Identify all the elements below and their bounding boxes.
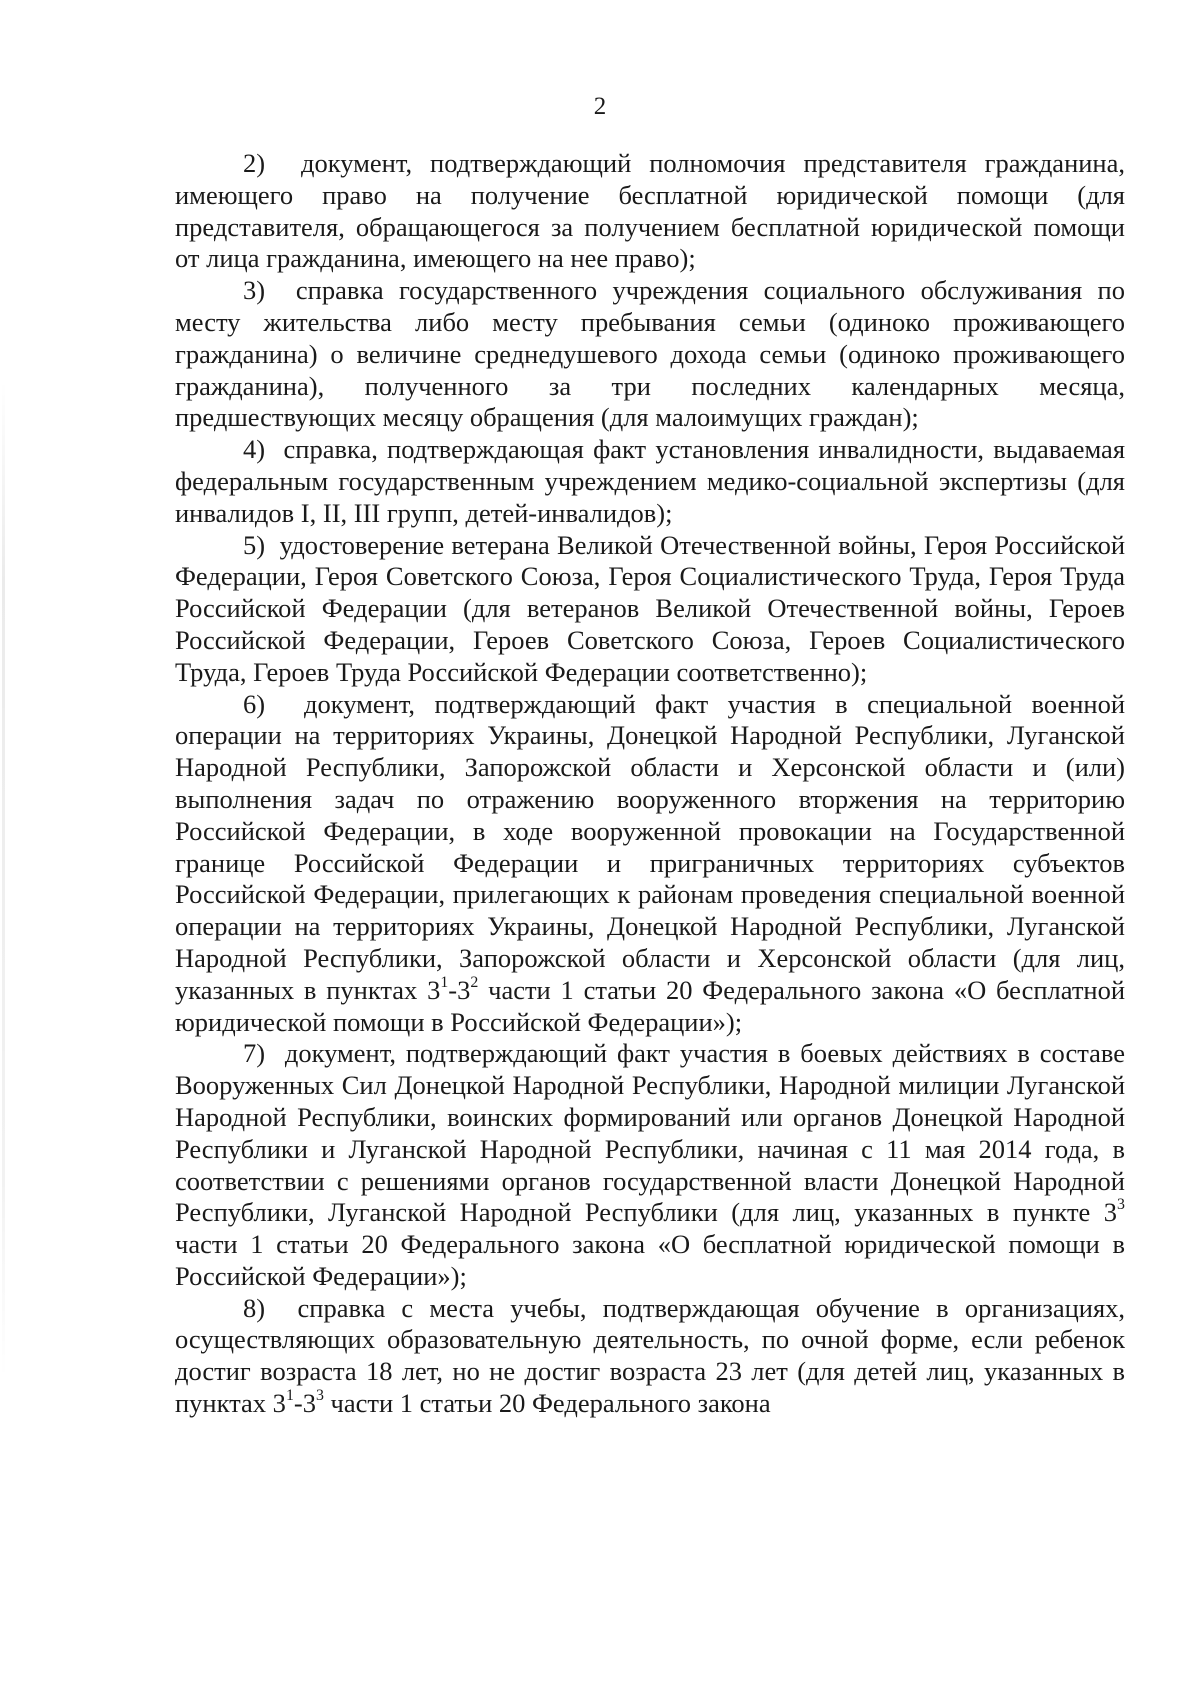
item-text: части 1 статьи 20 Федерального закона — [323, 1388, 771, 1419]
item-text: документ, подтверждающий факт участия в специальной военной операции на территориях Украины, Донецкой Народной Республики, Луганской Народной Республики, Запорожской области и Херсонской области и (или) выполнения задач по отражению вооруженного вторжения на территорию Российской Федерации, в ходе вооруженной провокации на Государственной границе Российской Федерации и приграничных территориях субъектов Российской Федерации, прилегающих к районам проведения специальной военной операции на территориях Украины, Донецкой Народной Республики, Луганской Народной Республики, Запорожской области и Херсонской области (для лиц, указанных в пунктах 3 — [175, 688, 1126, 1005]
item-text: документ, подтверждающий факт участия в боевых действиях в составе Вооруженных Сил Донецкой Народной Республики, Народной милиции Луганской Народной Республики, воинских формирований или органов Донецкой Народной Республики и Луганской Народной Республики, начиная с 11 мая 2014 года, в соответствии с решениями органов государственной власти Донецкой Народной Республики, Луганской Народной Республики (для лиц, указанных в пункте 3 — [175, 1038, 1126, 1228]
item-text: части 1 статьи 20 Федерального закона «О бесплатной юридической помощи в Российской Федерации»); — [175, 1229, 1125, 1291]
list-item — [175, 434, 1125, 529]
item-text: справка государственного учреждения социального обслуживания по месту жительства либо месту пребывания семьи (одиноко проживающего гражданина) о величине среднедушевого дохода семьи (одиноко проживающего гражданина), полученного за три последних календарных месяца, предшествующих месяцу обращения (для малоимущих граждан); — [175, 275, 1125, 433]
list-item — [175, 530, 1125, 689]
list-item — [175, 275, 1125, 434]
superscript: 1 — [440, 973, 449, 991]
item-text: документ, подтверждающий полномочия представителя гражданина, имеющего право на получение бесплатной юридической помощи (для представителя, обращающегося за получением бесплатной юридической помощи от лица гражданина, имеющего на нее право); — [175, 148, 1125, 274]
item-text: удостоверение ветерана Великой Отечественной войны, Героя Российской Федерации, Героя Советского Союза, Героя Социалистического Труда, Героя Труда Российской Федерации (для ветеранов Великой Отечественной войны, Героев Российской Федерации, Героев Советского Союза, Героев Социалистического Труда, Героев Труда Российской Федерации соответственно); — [175, 529, 1125, 687]
superscript: 2 — [470, 973, 479, 991]
superscript: 3 — [315, 1386, 324, 1404]
document-body — [175, 148, 1125, 1420]
list-item — [175, 689, 1125, 1039]
list-item — [175, 1038, 1125, 1292]
list-item — [175, 148, 1125, 275]
item-number: 5) — [243, 529, 266, 560]
item-text: части 1 статьи 20 Федерального закона «О бесплатной юридической помощи в Российской Федерации»); — [175, 974, 1126, 1037]
superscript: 1 — [285, 1386, 294, 1404]
item-text: справка с места учебы, подтверждающая обучение в организациях, осуществляющих образовательную деятельность, по очной форме, если ребенок достиг возраста 18 лет, но не достиг возраста 23 лет (для детей лиц, указанных в пунктах 3 — [175, 1292, 1126, 1419]
item-text: справка, подтверждающая факт установления инвалидности, выдаваемая федеральным государственным учреждением медико-социальной экспертизы (для инвалидов I, II, III групп, детей-инвалидов); — [175, 434, 1126, 528]
item-number: 8) — [243, 1292, 266, 1323]
scan-edge-shadow — [2, 380, 5, 1380]
item-number: 3) — [243, 275, 266, 306]
item-text: -3 — [448, 974, 471, 1005]
item-number: 4) — [243, 434, 266, 465]
item-text: -3 — [293, 1388, 316, 1419]
list-item — [175, 1293, 1125, 1420]
item-number: 7) — [243, 1038, 266, 1069]
page-number: 2 — [593, 93, 607, 120]
superscript: 3 — [1117, 1196, 1125, 1214]
item-number: 6) — [243, 688, 266, 719]
item-number: 2) — [243, 148, 266, 178]
